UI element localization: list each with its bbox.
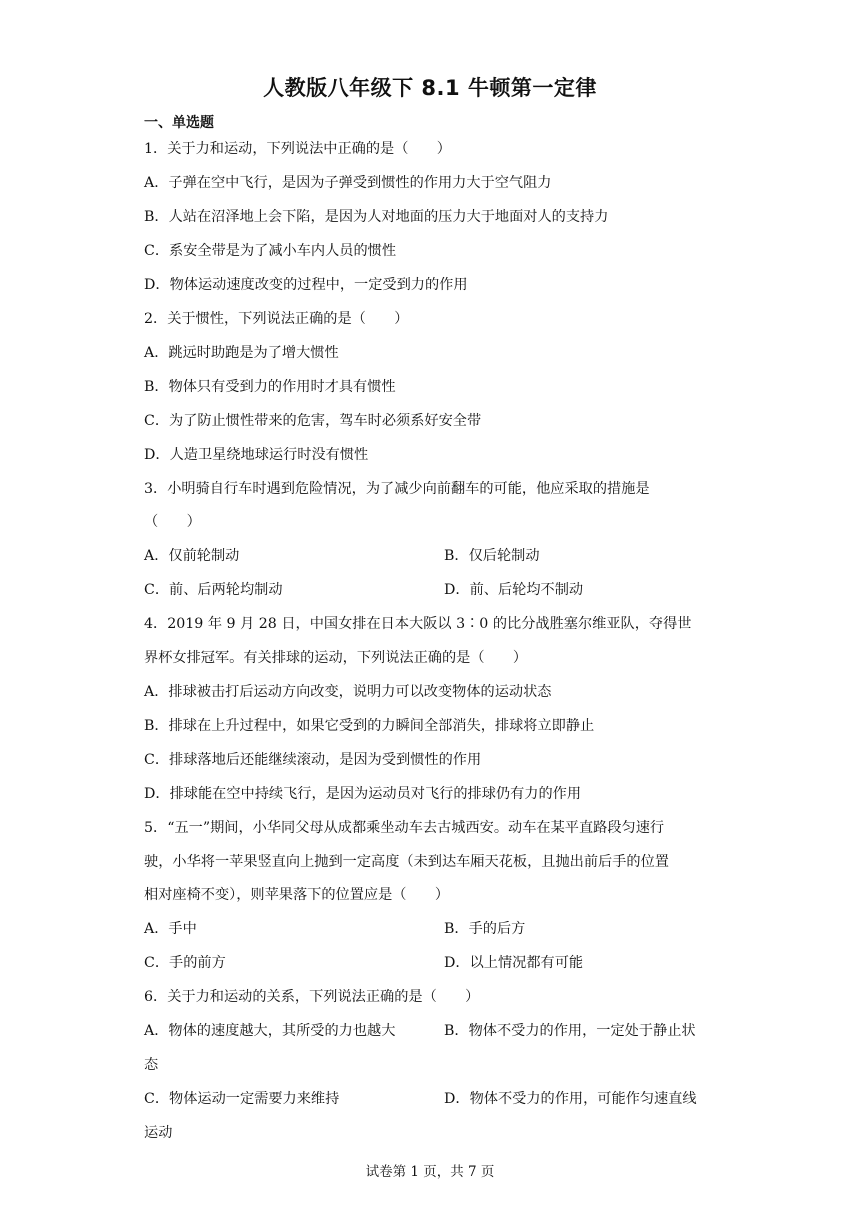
question-3-option-a: A．仅前轮制动 bbox=[144, 548, 240, 564]
question-1-option-b: B．人站在沼泽地上会下陷，是因为人对地面的压力大于地面对人的支持力 bbox=[144, 209, 609, 225]
question-5-option-b: B．手的后方 bbox=[444, 921, 526, 937]
question-4-stem-line-1: 4．2019 年 9 月 28 日，中国女排在日本大阪以 3∶0 的比分战胜塞尔维亚队，夺得世 bbox=[144, 616, 692, 632]
page-title: 人教版八年级下 8.1 牛顿第一定律 bbox=[263, 76, 597, 100]
question-3-option-b: B．仅后轮制动 bbox=[444, 548, 540, 564]
question-3-option-c: C．前、后两轮均制动 bbox=[144, 582, 283, 598]
question-6-option-b: B．物体不受力的作用，一定处于静止状 bbox=[444, 1023, 696, 1039]
question-3-stem-line-2: （ ） bbox=[144, 514, 201, 530]
question-5-stem-line-2: 驶，小华将一苹果竖直向上抛到一定高度（未到达车厢天花板，且抛出前后手的位置 bbox=[144, 854, 669, 870]
question-6-option-b-wrap: 态 bbox=[144, 1057, 159, 1073]
question-6-option-d-wrap: 运动 bbox=[144, 1125, 173, 1141]
page-footer: 试卷第 1 页，共 7 页 bbox=[365, 1164, 495, 1180]
question-4-option-a: A．排球被击打后运动方向改变，说明力可以改变物体的运动状态 bbox=[144, 684, 552, 700]
question-5-option-d: D．以上情况都有可能 bbox=[444, 955, 584, 971]
question-4-option-b: B．排球在上升过程中，如果它受到的力瞬间全部消失，排球将立即静止 bbox=[144, 718, 595, 734]
question-1-stem: 1．关于力和运动，下列说法中正确的是（ ） bbox=[144, 141, 451, 157]
question-2-option-a: A．跳远时助跑是为了增大惯性 bbox=[144, 345, 339, 361]
question-1-option-c: C．系安全带是为了减小车内人员的惯性 bbox=[144, 243, 397, 259]
question-6-option-c: C．物体运动一定需要力来维持 bbox=[144, 1091, 340, 1107]
question-4-stem-line-2: 界杯女排冠军。有关排球的运动，下列说法正确的是（ ） bbox=[144, 650, 528, 666]
question-2-option-b: B．物体只有受到力的作用时才具有惯性 bbox=[144, 379, 396, 395]
question-1-option-d: D．物体运动速度改变的过程中，一定受到力的作用 bbox=[144, 277, 468, 293]
question-6-option-d: D．物体不受力的作用，可能作匀速直线 bbox=[444, 1091, 697, 1107]
question-1-option-a: A．子弹在空中飞行，是因为子弹受到惯性的作用力大于空气阻力 bbox=[144, 175, 552, 191]
question-5-stem-line-1: 5．“五一”期间，小华同父母从成都乘坐动车去古城西安。动车在某平直路段匀速行 bbox=[144, 820, 665, 836]
question-5-stem-line-3: 相对座椅不变），则苹果落下的位置应是（ ） bbox=[144, 887, 450, 903]
question-2-option-c: C．为了防止惯性带来的危害，驾车时必须系好安全带 bbox=[144, 413, 482, 429]
question-5-option-a: A．手中 bbox=[144, 921, 197, 937]
question-6-stem: 6．关于力和运动的关系，下列说法正确的是（ ） bbox=[144, 989, 480, 1005]
question-4-option-c: C．排球落地后还能继续滚动，是因为受到惯性的作用 bbox=[144, 752, 482, 768]
question-4-option-d: D．排球能在空中持续飞行，是因为运动员对飞行的排球仍有力的作用 bbox=[144, 786, 582, 802]
question-3-option-d: D．前、后轮均不制动 bbox=[444, 582, 584, 598]
question-6-option-a: A．物体的速度越大，其所受的力也越大 bbox=[144, 1023, 396, 1039]
section-heading: 一、单选题 bbox=[144, 115, 214, 131]
question-3-stem-line-1: 3．小明骑自行车时遇到危险情况，为了减少向前翻车的可能，他应采取的措施是 bbox=[144, 481, 650, 497]
question-2-stem: 2．关于惯性，下列说法正确的是（ ） bbox=[144, 311, 409, 327]
question-5-option-c: C．手的前方 bbox=[144, 955, 226, 971]
question-2-option-d: D．人造卫星绕地球运行时没有惯性 bbox=[144, 447, 369, 463]
